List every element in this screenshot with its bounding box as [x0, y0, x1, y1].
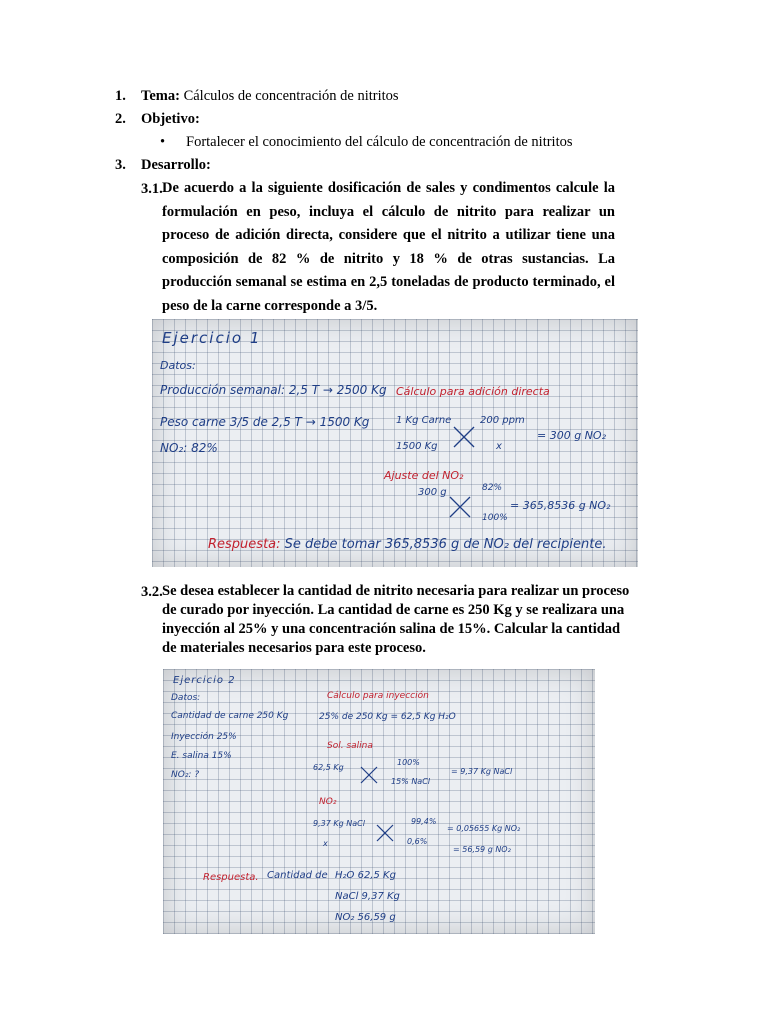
photo2-sal-result: = 9,37 Kg NaCl [451, 767, 513, 776]
photo1-no2: NO₂: 82% [160, 441, 218, 455]
tema-text: Cálculos de concentración de nitritos [183, 88, 399, 104]
photo2-no2-b1: x [323, 839, 328, 848]
photo2-sal-a2: 100% [397, 758, 420, 767]
handwritten-exercise-1-photo [152, 319, 638, 567]
photo2-calc-title: Cálculo para inyección [327, 691, 429, 701]
photo2-sal-a1: 62,5 Kg [313, 763, 344, 772]
photo2-answer-h2o: H₂O 62,5 Kg [335, 870, 396, 881]
exercise-2-line-4: de materiales necesarios para este proceso. [162, 640, 426, 656]
photo1-datos: Datos: [160, 359, 196, 372]
bullet-dot: • [160, 134, 166, 150]
photo2-cross-1-icon [359, 765, 379, 785]
exercise-2-line-2: de curado por inyección. La cantidad de carne es 250 Kg y se realizara una [162, 602, 625, 618]
photo2-calc-line: 25% de 250 Kg = 62,5 Kg H₂O [319, 712, 456, 722]
exercise-1-text: De acuerdo a la siguiente dosificación de sales y condimentos calcule la formulación en peso, incluya el cálculo de nitrito para realizar un proceso de adición directa, considere que el nitrito a utilizar tiene una composición de 82 % de nitrito y 18 % de otras sustancias. La producción semanal se estima en 2,5 toneladas de producto terminado, el peso de la carne corresponde a 3/5. [162, 180, 615, 314]
exercise-2-line-3: inyección al 25% y una concentración salina de 15%. Calcular la cantidad [162, 621, 621, 637]
tema-line [141, 88, 399, 105]
photo2-dato-carne: Cantidad de carne 250 Kg [171, 711, 289, 721]
photo2-no2-a1: 9,37 Kg NaCl [313, 819, 365, 828]
exercise-2-text [162, 582, 629, 658]
photo2-answer-no2: NO₂ 56,59 g [335, 912, 396, 923]
photo1-ajuste-a2: 82% [482, 483, 503, 493]
photo2-title: Ejercicio 2 [173, 675, 236, 686]
desarrollo-label: Desarrollo: [141, 157, 211, 173]
photo2-dato-no2: NO₂: ? [171, 770, 200, 780]
photo1-produccion: Producción semanal: 2,5 T → 2500 Kg [160, 383, 387, 397]
objetivo-label: Objetivo: [141, 111, 200, 127]
photo2-answer-cantidad: Cantidad de [267, 870, 328, 881]
photo1-answer [208, 537, 606, 552]
photo2-sal-title: Sol. salina [327, 741, 373, 751]
photo2-dato-inyeccion: Inyección 25% [171, 732, 237, 742]
photo2-datos: Datos: [171, 693, 201, 703]
photo1-answer-text: Se debe tomar 365,8536 g de NO₂ del recipiente. [284, 537, 607, 552]
photo1-ajuste-result: = 365,8536 g NO₂ [510, 499, 611, 512]
photo2-no2-result-2: = 56,59 g NO₂ [453, 845, 511, 854]
photo2-answer-nacl: NaCl 9,37 Kg [335, 891, 400, 902]
photo2-cross-2-icon [375, 823, 395, 843]
item-number-2: 2. [115, 111, 126, 127]
exercise-2-line-1: Se desea establecer la cantidad de nitrito necesaria para realizar un proceso [162, 583, 630, 599]
photo1-calc-a2: 200 ppm [480, 415, 525, 426]
photo2-no2-a2: 99,4% [411, 817, 437, 826]
photo1-title: Ejercicio 1 [162, 329, 262, 347]
photo1-answer-label: Respuesta: [208, 537, 281, 552]
handwritten-exercise-2-photo [163, 669, 595, 934]
photo1-ajuste-b2: 100% [482, 513, 508, 523]
photo2-sal-b1: 15% NaCl [391, 777, 431, 786]
photo1-calc-b2: x [496, 441, 502, 452]
photo1-calc-b1: 1500 Kg [396, 441, 438, 452]
tema-label: Tema: [141, 88, 180, 104]
photo1-ajuste-a1: 300 g [418, 487, 447, 498]
photo1-ajuste-title: Ajuste del NO₂ [384, 469, 464, 482]
photo2-answer-label: Respuesta. [203, 872, 259, 883]
photo1-calc-result: = 300 g NO₂ [537, 429, 606, 442]
exercise-1-number: 3.1. [141, 181, 163, 197]
photo1-peso-carne: Peso carne 3/5 de 2,5 T → 1500 Kg [160, 415, 370, 429]
photo2-dato-salina: E. salina 15% [171, 751, 232, 761]
photo1-cross-1-icon [452, 425, 476, 449]
photo2-no2-b2: 0,6% [407, 837, 428, 846]
exercise-2-number: 3.2. [141, 584, 163, 600]
objective-bullet: Fortalecer el conocimiento del cálculo de concentración de nitritos [186, 134, 573, 150]
photo1-calc-a1: 1 Kg Carne [396, 415, 452, 426]
item-number-1: 1. [115, 88, 126, 104]
photo2-no2-result-1: = 0,05655 Kg NO₂ [447, 824, 521, 833]
photo2-no2-title: NO₂ [319, 797, 337, 807]
photo1-cross-2-icon [448, 495, 472, 519]
item-number-3: 3. [115, 157, 126, 173]
photo1-calc-title: Cálculo para adición directa [396, 385, 550, 398]
